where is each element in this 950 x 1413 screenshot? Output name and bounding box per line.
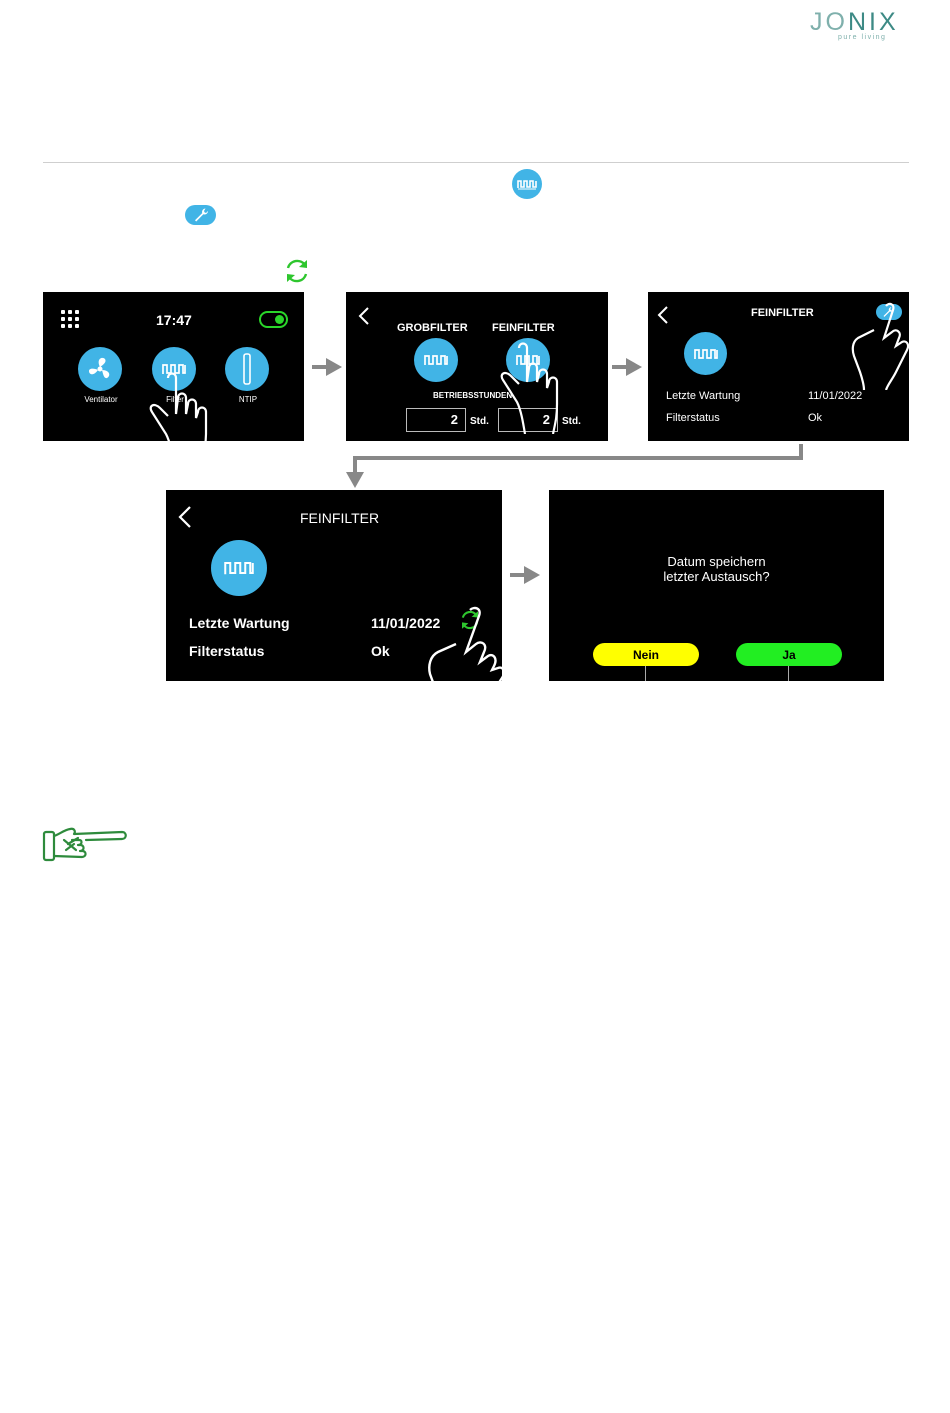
filter-status-label: Filterstatus xyxy=(666,412,720,424)
screen-filters xyxy=(346,292,608,441)
no-button[interactable] xyxy=(593,643,699,666)
jonix-logo xyxy=(810,8,910,44)
wrench-icon xyxy=(882,306,894,318)
dialog-question-line2: letzter Austausch? xyxy=(663,569,770,584)
coarse-hours-unit: Std. xyxy=(470,416,489,427)
connector-arrow xyxy=(343,444,805,490)
filter-status-value: Ok xyxy=(808,412,823,424)
fine-filter-button[interactable] xyxy=(506,338,550,382)
fine-filter-icon-circle xyxy=(684,332,727,375)
filter-icon xyxy=(512,169,542,199)
screen-title: FEINFILTER xyxy=(300,510,380,526)
last-maintenance-value: 11/01/2022 xyxy=(808,390,863,402)
no-button-label: Nein xyxy=(632,647,659,662)
yes-button-label: Ja xyxy=(782,647,796,662)
label-fine-filter: FEINFILTER xyxy=(492,322,555,334)
fan-icon xyxy=(86,355,114,383)
lamp-icon xyxy=(242,353,252,385)
filter-button[interactable] xyxy=(152,347,196,391)
arrow-right-icon xyxy=(612,358,642,376)
callout-line xyxy=(788,666,789,681)
arrow-right-icon xyxy=(509,566,541,584)
menu-grid-icon[interactable] xyxy=(61,310,79,333)
fine-hours-field: 2 xyxy=(498,408,558,432)
label-coarse-filter: GROBFILTER xyxy=(397,322,468,334)
filter-icon xyxy=(423,352,449,368)
toggle-knob xyxy=(275,315,284,324)
screen-home xyxy=(43,292,304,441)
ntip-button[interactable] xyxy=(225,347,269,391)
power-toggle[interactable] xyxy=(259,311,288,328)
label-ventilator: Ventilator xyxy=(84,395,118,404)
back-icon[interactable] xyxy=(358,306,370,326)
wrench-icon xyxy=(185,205,216,225)
coarse-hours-field: 2 xyxy=(406,408,466,432)
back-icon[interactable] xyxy=(657,305,669,325)
fine-hours-unit: Std. xyxy=(562,416,581,427)
screen-fine-filter-detail-large xyxy=(166,490,502,681)
pointing-hand-icon xyxy=(42,826,128,864)
filter-icon xyxy=(222,558,256,578)
coarse-filter-button[interactable] xyxy=(414,338,458,382)
filter-icon xyxy=(693,346,719,362)
logo-wordmark: JONIX xyxy=(810,8,899,36)
label-filter: Filter xyxy=(166,395,184,404)
screen-fine-filter-detail xyxy=(648,292,909,441)
callout-line xyxy=(645,666,646,681)
logo-tagline: pure living xyxy=(838,34,887,41)
clock: 17:47 xyxy=(156,312,192,328)
last-maintenance-label: Letzte Wartung xyxy=(666,390,741,402)
refresh-icon[interactable] xyxy=(458,608,482,632)
arrow-right-icon xyxy=(312,358,342,376)
yes-button[interactable] xyxy=(736,643,842,666)
filter-icon xyxy=(515,352,541,368)
screen-title: FEINFILTER xyxy=(751,307,814,319)
section-divider xyxy=(43,162,909,163)
fan-button[interactable] xyxy=(78,347,122,391)
filter-icon xyxy=(161,361,187,377)
screen-confirm-dialog xyxy=(549,490,884,681)
refresh-icon xyxy=(283,256,311,286)
filter-status-value: Ok xyxy=(371,643,390,659)
operating-hours-label: BETRIEBSSTUNDEN xyxy=(433,391,513,400)
label-ntip: NTIP xyxy=(238,395,258,404)
fine-filter-icon-circle xyxy=(211,540,267,596)
filter-status-label: Filterstatus xyxy=(189,643,265,659)
back-icon[interactable] xyxy=(178,505,192,529)
last-maintenance-label: Letzte Wartung xyxy=(189,615,290,631)
dialog-question-line1: Datum speichern xyxy=(667,554,766,569)
last-maintenance-value: 11/01/2022 xyxy=(371,615,441,631)
wrench-button[interactable] xyxy=(876,304,902,320)
